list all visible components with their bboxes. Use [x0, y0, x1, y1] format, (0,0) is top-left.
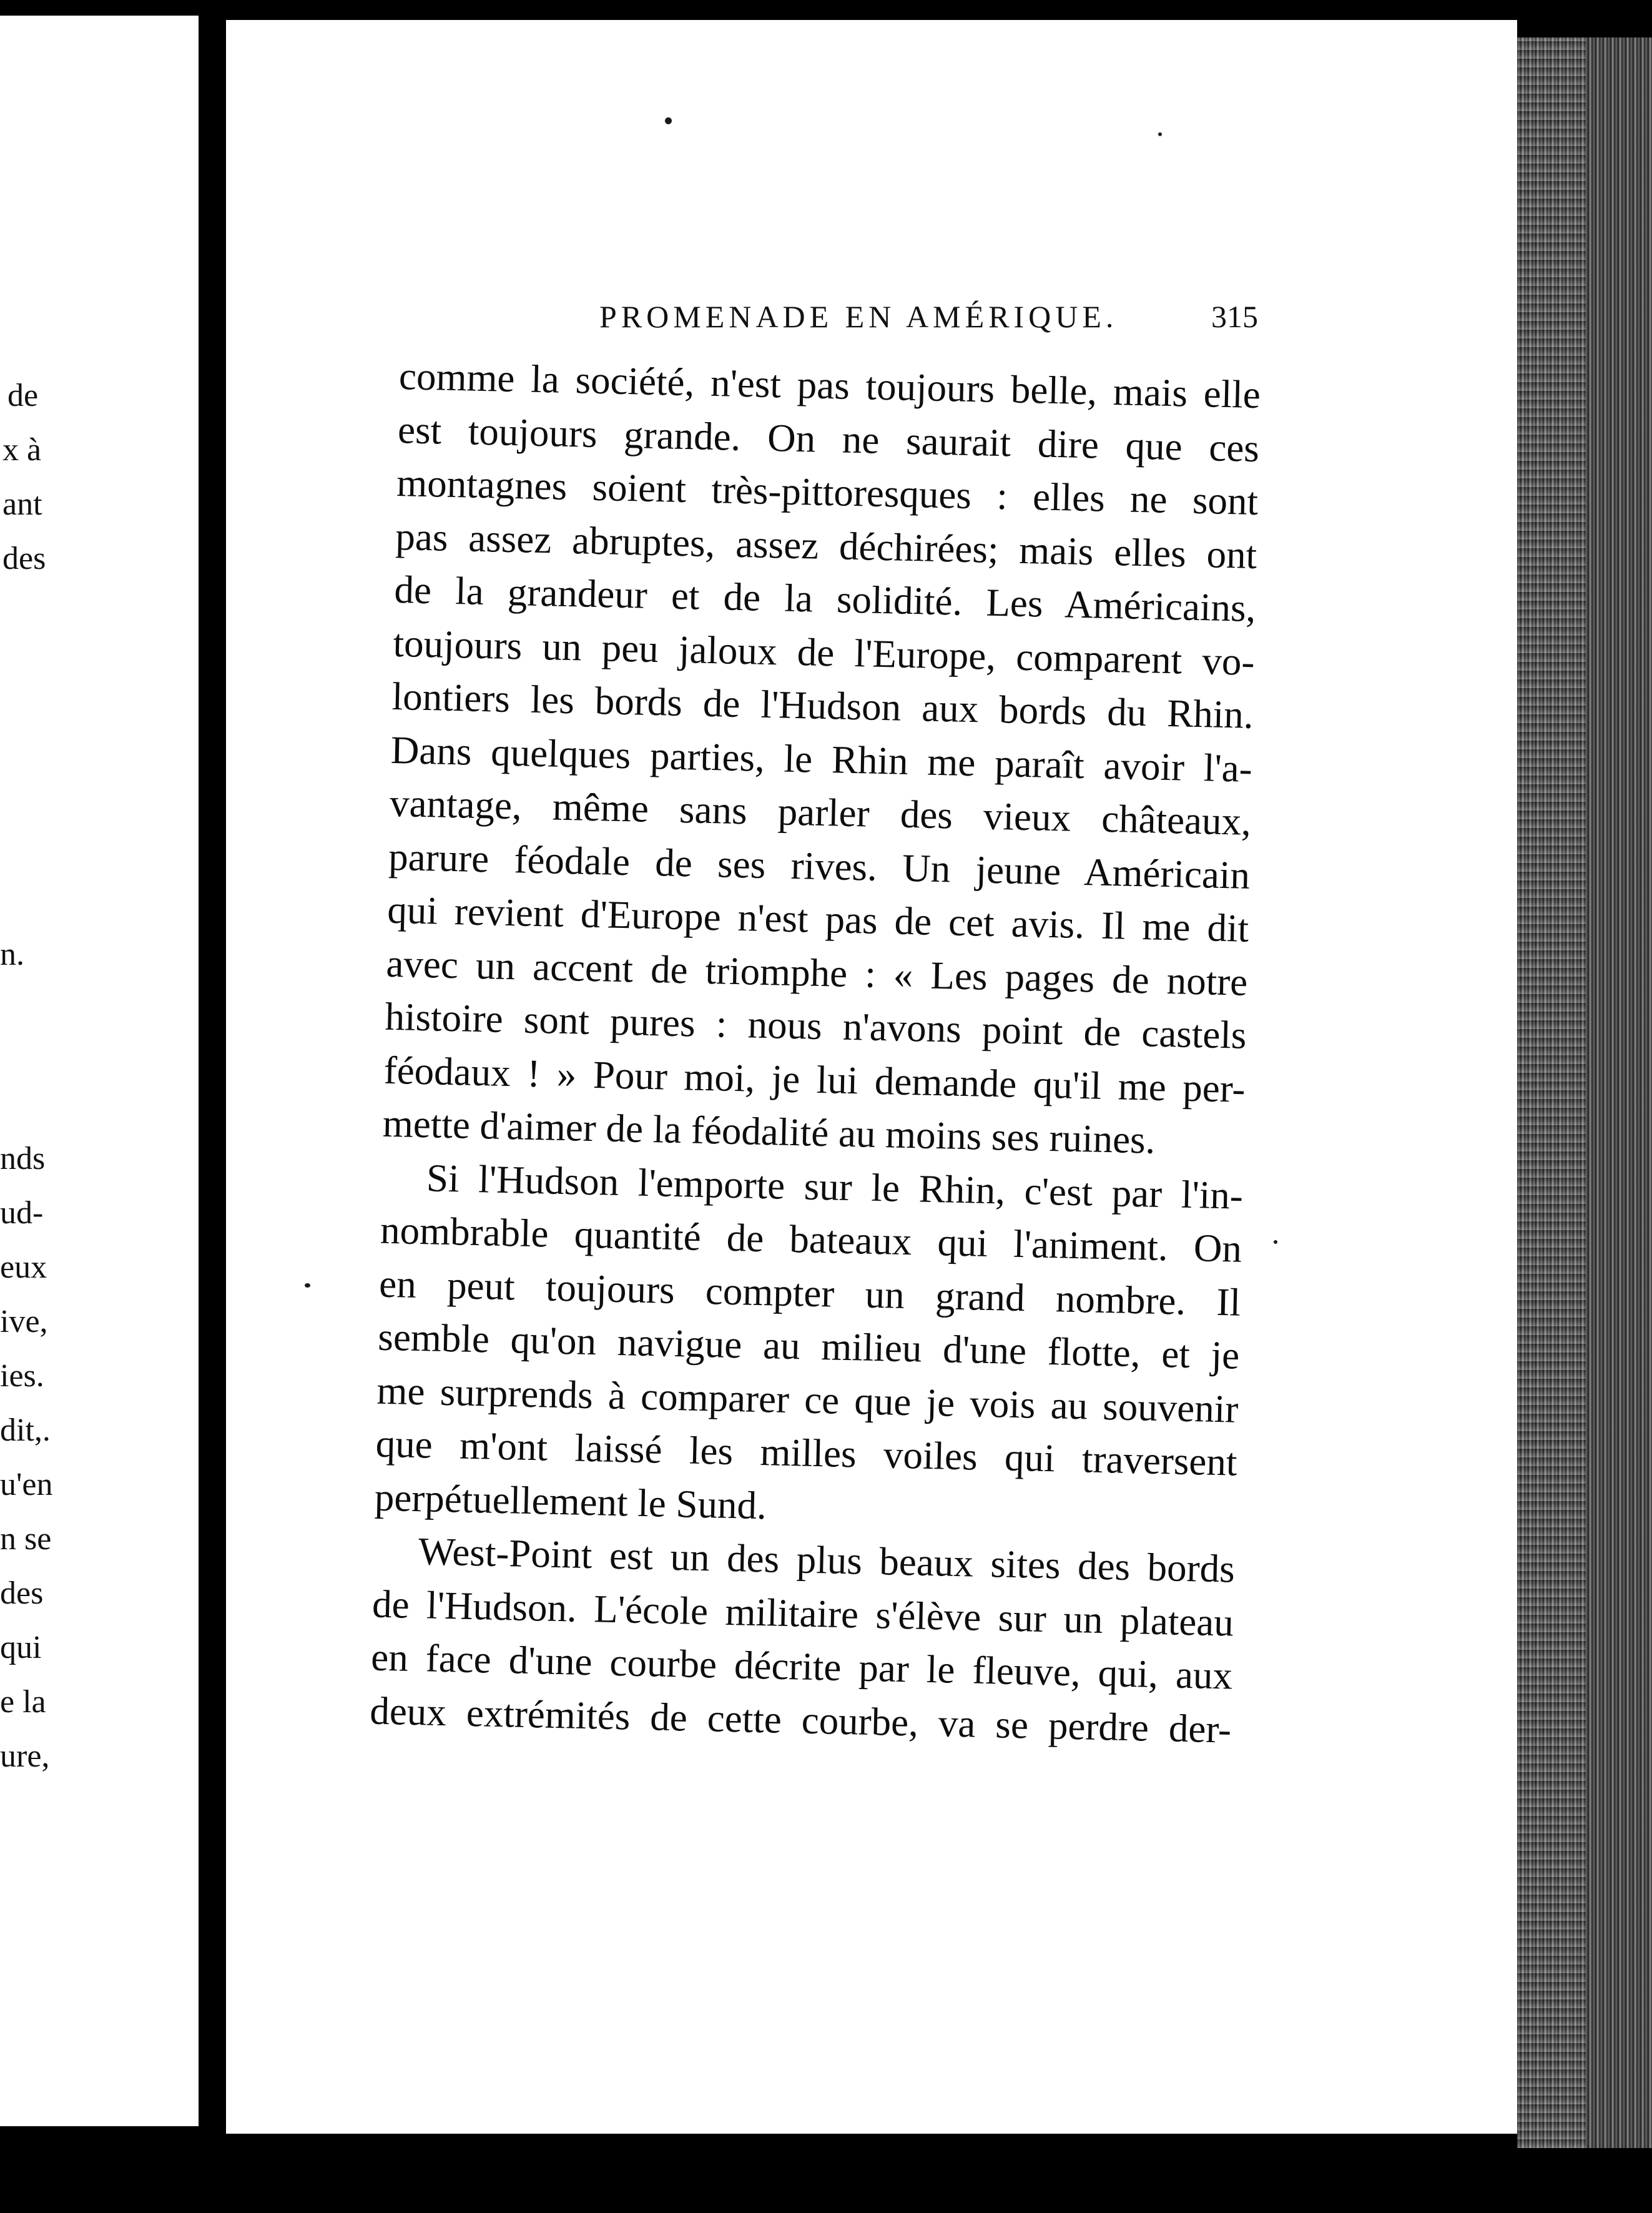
- text-line: féodaux ! » Pour moi, je lui demande qu'il me per-: [383, 1048, 1246, 1111]
- left-page-fragment: qui: [0, 1630, 42, 1665]
- body-text: [370, 350, 1261, 1757]
- text-line: me surprends à comparer ce que je vois au souvenir: [376, 1368, 1239, 1431]
- text-line: vantage, même sans parler des vieux châteaux,: [389, 781, 1252, 844]
- text-line: West-Point est un des plus beaux sites des bords: [418, 1529, 1236, 1591]
- left-page-fragment: n se: [0, 1521, 52, 1557]
- left-page-fragment: u'en: [0, 1467, 53, 1502]
- text-line: de la grandeur et de la solidité. Les Américains,: [393, 567, 1257, 631]
- text-line: en face d'une courbe décrite par le fleuve, qui, aux: [370, 1635, 1233, 1698]
- left-page-fragment: dit,.: [0, 1412, 51, 1448]
- left-page-fragment: ies.: [0, 1358, 44, 1394]
- text-line: mette d'aimer de la féodalité au moins ses ruines.: [382, 1101, 1156, 1162]
- left-page-fragment: x à: [2, 432, 42, 468]
- left-page-fragment: de: [7, 378, 39, 413]
- left-page-fragment: n.: [0, 937, 24, 972]
- left-page-fragment: des: [2, 541, 46, 576]
- text-line: lontiers les bords de l'Hudson aux bords du Rhin.: [391, 674, 1254, 737]
- page-number: 315: [1211, 299, 1258, 334]
- left-page-fragment: ive,: [0, 1304, 48, 1339]
- text-line: deux extrémités de cette courbe, va se perdre der-: [369, 1688, 1232, 1752]
- left-page-fragment: ure,: [0, 1738, 50, 1774]
- text-line: perpétuellement le Sund.: [374, 1475, 767, 1527]
- left-page-fragment: nds: [0, 1141, 46, 1176]
- text-line: avec un accent de triomphe : « Les pages de notre: [385, 941, 1249, 1004]
- text-line: Si l'Hudson l'emporte sur le Rhin, c'est par l'in-: [426, 1155, 1244, 1218]
- left-page-fragment: ant: [2, 486, 42, 522]
- text-line: que m'ont laissé les milles voiles qui traversent: [375, 1421, 1238, 1484]
- book-gutter: [199, 0, 226, 2213]
- text-line: semble qu'on navigue au milieu d'une flotte, et je: [377, 1314, 1240, 1378]
- text-line: comme la société, n'est pas toujours belle, mais elle: [398, 353, 1261, 417]
- page-edge-texture: [1517, 37, 1586, 2148]
- left-page: [0, 16, 199, 2126]
- left-page-fragment: eux: [0, 1249, 47, 1285]
- ink-speck: [665, 117, 672, 124]
- ink-speck: [305, 1283, 310, 1288]
- text-line: nombrable quantité de bateaux qui l'animent. On: [380, 1208, 1242, 1271]
- running-head: PROMENADE EN AMÉRIQUE.: [599, 299, 1118, 334]
- ink-speck: [1158, 132, 1162, 136]
- ink-speck: [1274, 1240, 1277, 1244]
- text-line: toujours un peu jaloux de l'Europe, comparent vo-: [392, 621, 1256, 684]
- text-line: qui revient d'Europe n'est pas de cet avis. Il me dit: [386, 887, 1249, 950]
- text-line: montagnes soient très-pittoresques : elles ne sont: [396, 460, 1259, 524]
- text-line: est toujours grande. On ne saurait dire que ces: [397, 407, 1260, 470]
- text-line: histoire sont pures : nous n'avons point de castels: [384, 994, 1247, 1057]
- text-line: de l'Hudson. L'école militaire s'élève sur un plateau: [371, 1582, 1234, 1645]
- left-page-fragment: des: [0, 1575, 44, 1611]
- text-line: en peut toujours compter un grand nombre. Il: [378, 1261, 1241, 1324]
- left-page-fragment: e la: [0, 1684, 46, 1720]
- text-line: Dans quelques parties, le Rhin me paraît avoir l'a-: [390, 727, 1253, 791]
- left-page-fragment: ud-: [0, 1195, 44, 1231]
- text-line: parure féodale de ses rives. Un jeune Américain: [388, 834, 1251, 897]
- text-line: pas assez abruptes, assez déchirées; mais elles ont: [395, 514, 1257, 577]
